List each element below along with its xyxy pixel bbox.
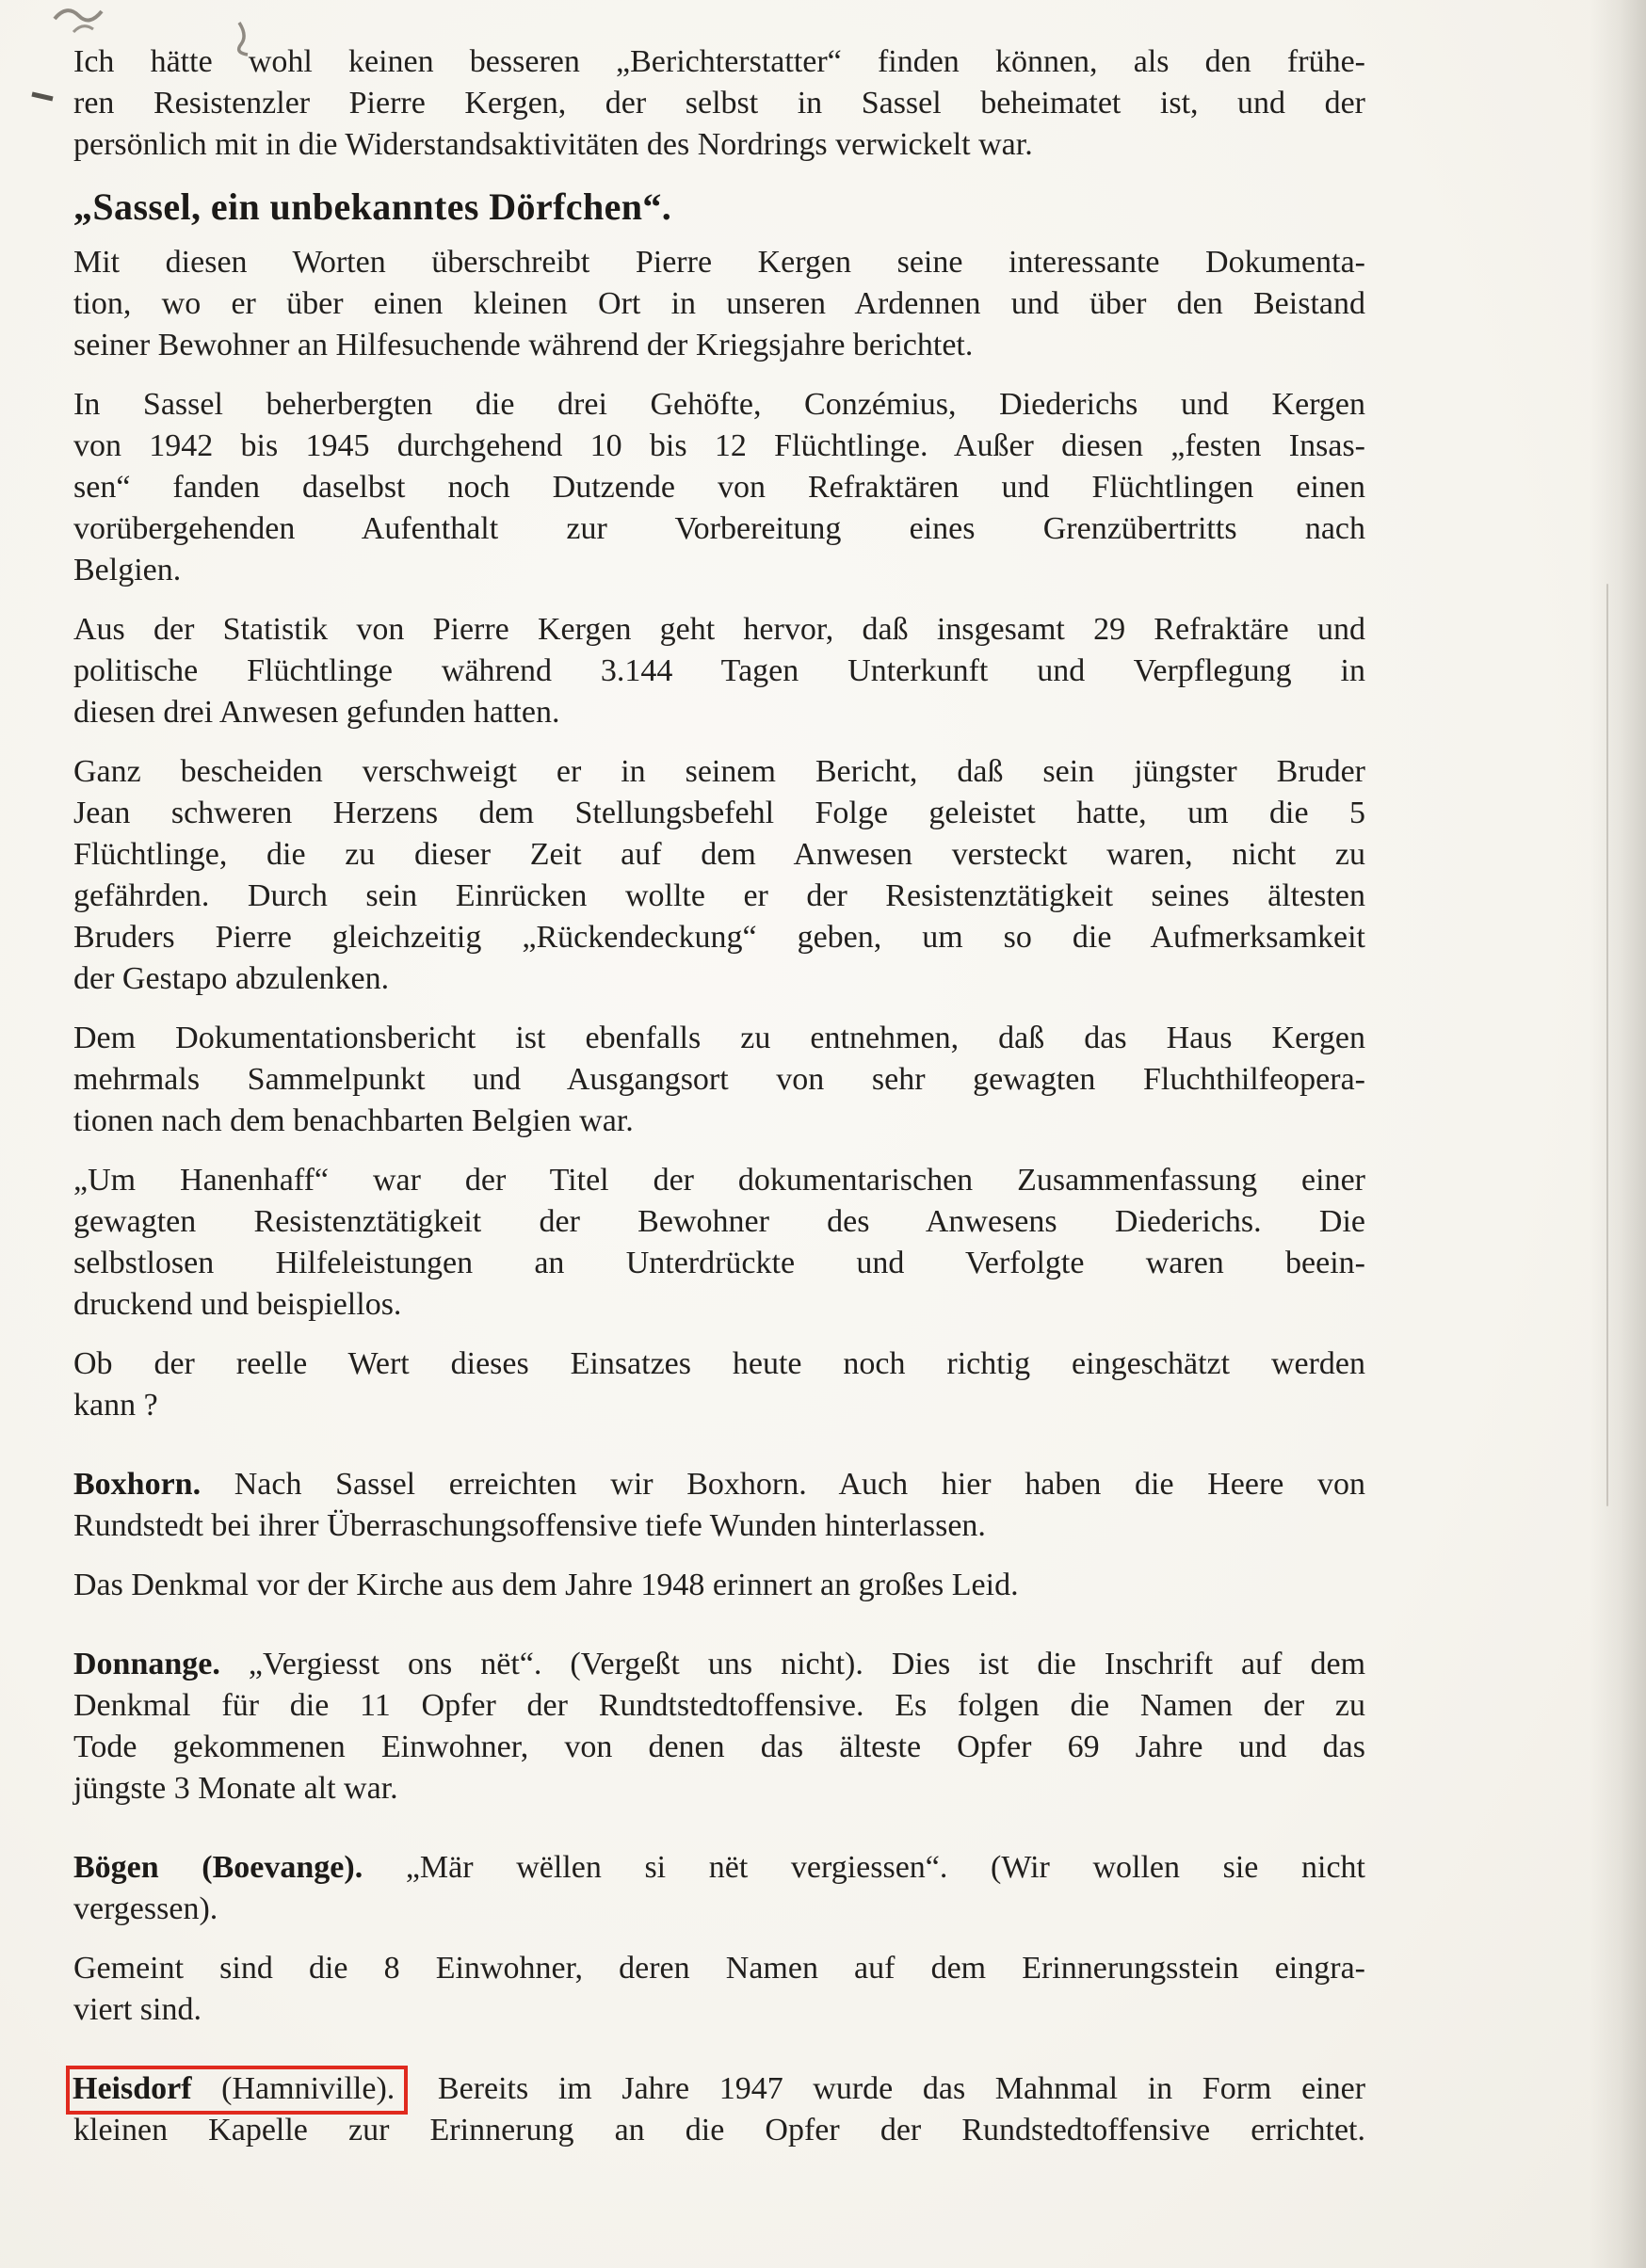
text-run: „Vergiesst ons nët“. (Vergeßt uns nicht). Dies ist die Inschrift auf dem [248, 1647, 1366, 1681]
text-line [73, 2068, 1365, 2110]
text-line: Mit diesen Worten überschreibt Pierre Kergen seine interessante Dokumenta- [73, 245, 1365, 280]
text-line: Rundstedt bei ihrer Überraschungsoffensive tiefe Wunden hinterlassen. [73, 1508, 986, 1543]
text-line: Bruders Pierre gleichzeitig „Rückendeckung“ geben, um so die Aufmerksamkeit [73, 920, 1365, 955]
paragraph [73, 1948, 1365, 2031]
text-line: persönlich mit in die Widerstandsaktivitäten des Nordrings verwickelt war. [73, 127, 1033, 162]
text-line: Tode gekommenen Einwohner, von denen das älteste Opfer 69 Jahre und das [73, 1729, 1365, 1764]
text-line: Belgien. [73, 553, 182, 587]
text-line: viert sind. [73, 1992, 202, 2027]
text-run: „Mär wëllen si nët vergiessen“. (Wir wollen sie nicht [405, 1850, 1365, 1885]
text-line: ren Resistenzler Pierre Kergen, der selbst in Sassel beheimatet ist, und der [73, 86, 1365, 121]
paragraph [73, 1343, 1365, 1426]
text-line: Ich hätte wohl keinen besseren „Berichterstatter“ finden können, als den frühe- [73, 44, 1365, 79]
paragraph-boegen [73, 1847, 1365, 1930]
place-name-lead: Heisdorf [73, 2071, 192, 2106]
paragraph-heisdorf [73, 2068, 1365, 2151]
text-line [73, 1847, 1365, 1889]
text-line: gewagten Resistenztätigkeit der Bewohner des Anwesens Diederichs. Die [73, 1204, 1365, 1239]
paragraph-donnange [73, 1644, 1365, 1810]
text-line: vorübergehenden Aufenthalt zur Vorbereitung eines Grenzübertritts nach [73, 511, 1365, 546]
text-line: von 1942 bis 1945 durchgehend 10 bis 12 Flüchtlinge. Außer diesen „festen Insas- [73, 428, 1365, 463]
text-line: druckend und beispiellos. [73, 1287, 402, 1322]
text-line: „Um Hanenhaff“ war der Titel der dokumentarischen Zusammenfassung einer [73, 1163, 1365, 1198]
text-line [73, 1644, 1365, 1685]
text-line: vergessen). [73, 1891, 218, 1926]
scan-edge-shadow [1590, 0, 1646, 2268]
text-line: mehrmals Sammelpunkt und Ausgangsort von sehr gewagten Fluchthilfeopera- [73, 1062, 1365, 1097]
text-run: Bereits im Jahre 1947 wurde das Mahnmal in Form einer [437, 2071, 1366, 2106]
paragraph [73, 242, 1365, 366]
text-run: (Hamniville). [221, 2071, 395, 2106]
red-highlight-box [66, 2066, 408, 2115]
text-line: selbstlosen Hilfeleistungen an Unterdrückte und Verfolgte waren beein- [73, 1246, 1365, 1280]
paragraph-intro [73, 41, 1365, 166]
text-line: tion, wo er über einen kleinen Ort in unseren Ardennen und über den Beistand [73, 286, 1365, 321]
text-line: der Gestapo abzulenken. [73, 961, 390, 996]
paragraph [73, 1565, 1365, 1606]
page-edge-line [1606, 584, 1608, 1506]
text-run: Nach Sassel erreichten wir Boxhorn. Auch hier haben die Heere von [234, 1467, 1366, 1502]
text-line: Ob der reelle Wert dieses Einsatzes heute noch richtig eingeschätzt werden [73, 1346, 1365, 1381]
text-line: jüngste 3 Monate alt war. [73, 1771, 398, 1806]
paragraph [73, 1160, 1365, 1326]
text-line: Aus der Statistik von Pierre Kergen geht hervor, daß insgesamt 29 Refraktäre und [73, 612, 1365, 647]
text-line: Das Denkmal vor der Kirche aus dem Jahre 1948 erinnert an großes Leid. [73, 1568, 1019, 1602]
place-name-lead: Bögen (Boevange). [73, 1850, 363, 1885]
text-line: Ganz bescheiden verschweigt er in seinem Bericht, daß sein jüngster Bruder [73, 754, 1365, 789]
text-line: gefährden. Durch sein Einrücken wollte er der Resistenztätigkeit seines ältesten [73, 878, 1365, 913]
text-line: seiner Bewohner an Hilfesuchende während der Kriegsjahre berichtet. [73, 328, 974, 362]
text-line: politische Flüchtlinge während 3.144 Tagen Unterkunft und Verpflegung in [73, 653, 1365, 688]
text-line: sen“ fanden daselbst noch Dutzende von Refraktären und Flüchtlingen einen [73, 470, 1365, 505]
paragraph [73, 384, 1365, 591]
paragraph [73, 751, 1365, 1000]
text-line: kann ? [73, 1388, 158, 1423]
paragraph [73, 609, 1365, 733]
text-line: Denkmal für die 11 Opfer der Rundtstedtoffensive. Es folgen die Namen der zu [73, 1688, 1365, 1723]
place-name-lead: Boxhorn. [73, 1467, 202, 1502]
document-text [73, 41, 1365, 2169]
text-line: Jean schweren Herzens dem Stellungsbefehl Folge geleistet hatte, um die 5 [73, 796, 1365, 830]
paragraph-boxhorn [73, 1464, 1365, 1547]
text-line: Flüchtlinge, die zu dieser Zeit auf dem Anwesen versteckt waren, nicht zu [73, 837, 1365, 872]
text-line: Gemeint sind die 8 Einwohner, deren Namen auf dem Erinnerungsstein eingra- [73, 1951, 1365, 1986]
text-line: kleinen Kapelle zur Erinnerung an die Opfer der Rundstedtoffensive errichtet. [73, 2113, 1365, 2147]
text-line: tionen nach dem benachbarten Belgien war. [73, 1103, 634, 1138]
place-name-lead: Donnange. [73, 1647, 220, 1681]
text-line [73, 1464, 1365, 1505]
section-heading: „Sassel, ein unbekanntes Dörfchen“. [73, 185, 672, 228]
text-line: diesen drei Anwesen gefunden hatten. [73, 695, 560, 730]
paragraph [73, 1018, 1365, 1142]
text-line: Dem Dokumentationsbericht ist ebenfalls zu entnehmen, daß das Haus Kergen [73, 1021, 1365, 1055]
text-line: In Sassel beherbergten die drei Gehöfte, Conzémius, Diederichs und Kergen [73, 387, 1365, 422]
